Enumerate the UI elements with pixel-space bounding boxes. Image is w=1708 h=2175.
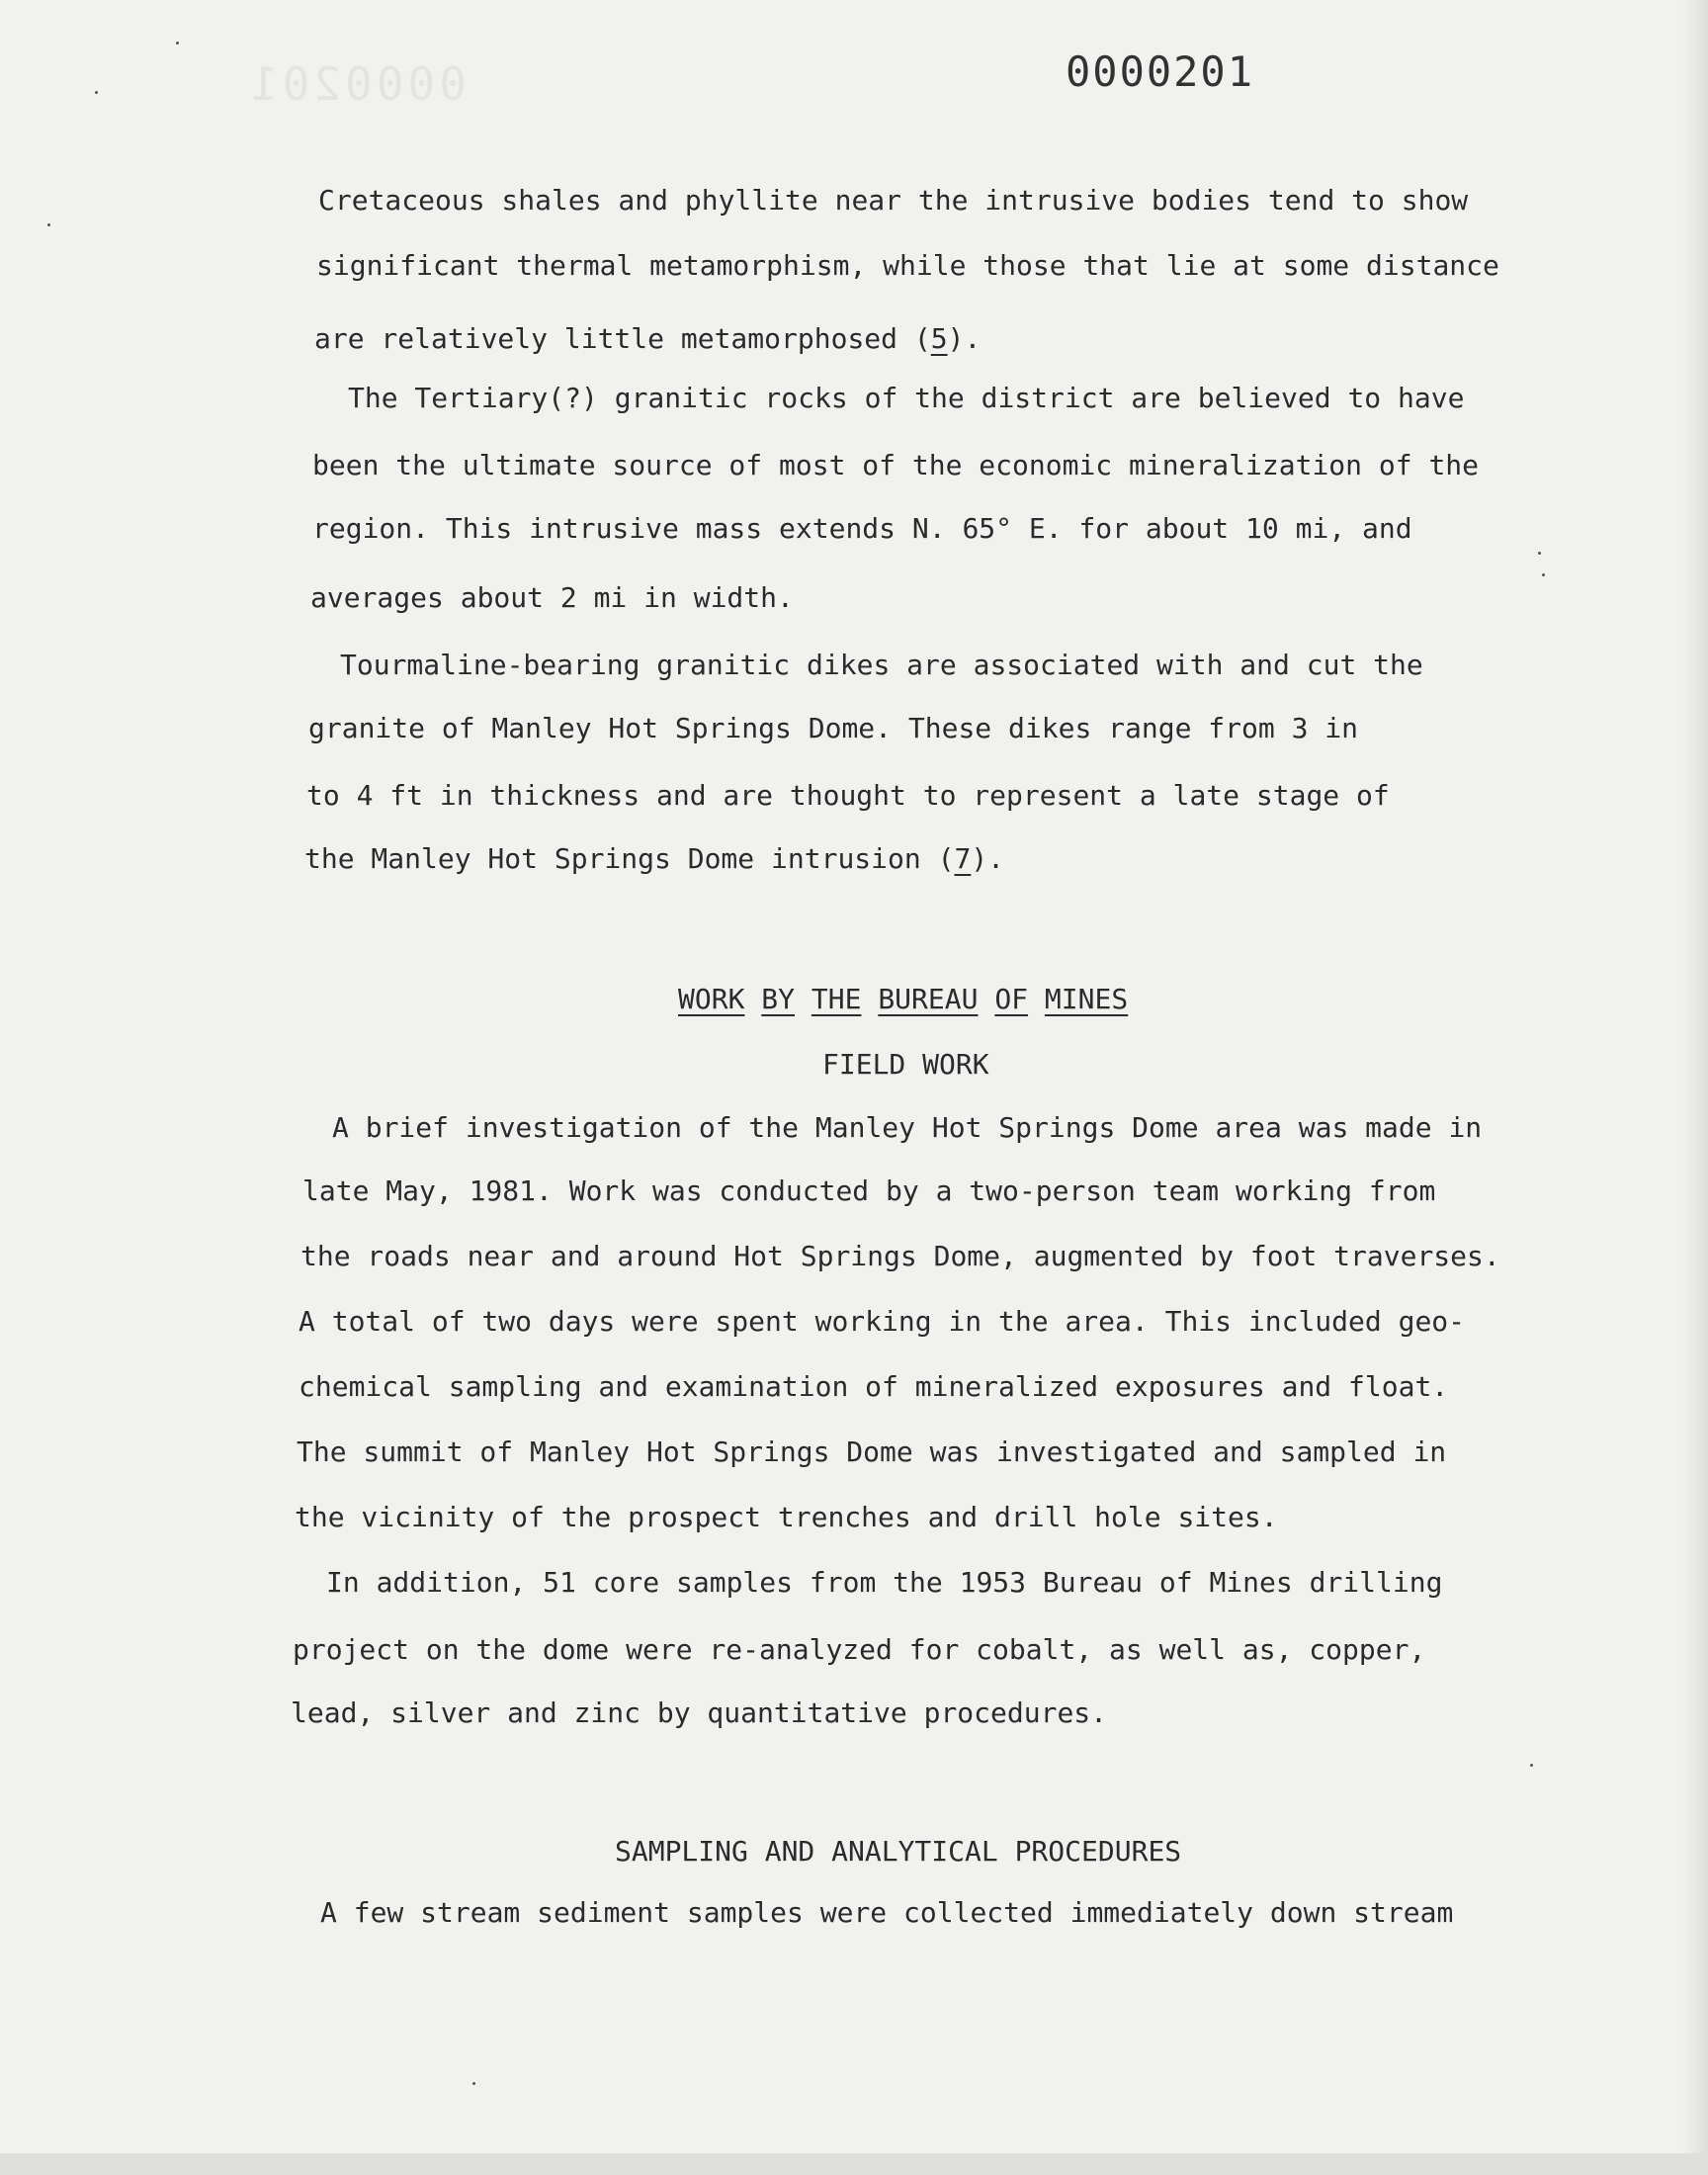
reference-number: 5 (930, 322, 948, 355)
text-line: significant thermal metamorphism, while those that lie at some distance (316, 249, 1499, 282)
scan-speck (472, 2082, 475, 2085)
text-line: The summit of Manley Hot Springs Dome was investigated and sampled in (297, 1436, 1447, 1468)
sampling-heading: SAMPLING AND ANALYTICAL PROCEDURES (615, 1835, 1182, 1868)
heading-word: OF (994, 983, 1029, 1015)
heading-word: WORK (678, 983, 745, 1015)
text-line: Tourmaline-bearing granitic dikes are associated with and cut the (340, 649, 1423, 681)
bleed-through-page-number: 0000201 (247, 57, 467, 111)
text-line: the vicinity of the prospect trenches and drill hole sites. (295, 1501, 1278, 1533)
scan-edge-bottom (0, 2153, 1708, 2175)
scan-edge-right (1682, 0, 1708, 2175)
scan-speck (1530, 1764, 1533, 1767)
text-line: chemical sampling and examination of mineralized exposures and float. (299, 1370, 1449, 1403)
text-line: In addition, 51 core samples from the 1953 Bureau of Mines drilling (326, 1566, 1443, 1599)
text-line: project on the dome were re-analyzed for cobalt, as well as, copper, (293, 1633, 1426, 1666)
ref-open: ( (913, 322, 931, 355)
scan-speck (1542, 573, 1545, 576)
scan-speck (1538, 552, 1541, 555)
text-line: late May, 1981. Work was conducted by a two-person team working from (302, 1174, 1436, 1207)
scan-speck (176, 42, 179, 44)
text-line: The Tertiary(?) granitic rocks of the district are believed to have (348, 382, 1465, 414)
text-line-content: are relatively little metamorphosed (314, 322, 914, 355)
text-line: A brief investigation of the Manley Hot Springs Dome area was made in (332, 1111, 1483, 1144)
heading-word: MINES (1044, 983, 1129, 1015)
text-line-content: the Manley Hot Springs Dome intrusion (304, 842, 938, 875)
page-number: 0000201 (1066, 47, 1255, 96)
reference-number: 7 (954, 842, 972, 875)
text-line: Cretaceous shales and phyllite near the intrusive bodies tend to show (318, 184, 1469, 217)
text-line: averages about 2 mi in width. (310, 581, 794, 614)
text-line: A total of two days were spent working in the area. This included geo- (299, 1305, 1466, 1338)
text-line: the roads near and around Hot Springs Dome, augmented by foot traverses. (300, 1240, 1500, 1272)
ref-open: ( (937, 842, 955, 875)
section-heading (678, 983, 1128, 1016)
text-line: A few stream sediment samples were collected immediately down stream (320, 1896, 1454, 1929)
heading-word: BY (761, 983, 796, 1015)
scan-speck (47, 223, 50, 226)
text-line: granite of Manley Hot Springs Dome. These dikes range from 3 in (308, 712, 1359, 744)
heading-word: THE (811, 983, 862, 1015)
text-line: to 4 ft in thickness and are thought to represent a late stage of (306, 779, 1390, 812)
subheading: FIELD WORK (822, 1048, 989, 1081)
ref-close: ). (947, 322, 982, 355)
ref-close: ). (971, 842, 1005, 875)
text-line (304, 842, 1004, 876)
text-line: region. This intrusive mass extends N. 65° E. for about 10 mi, and (312, 512, 1412, 545)
text-line (314, 322, 981, 356)
heading-word: BUREAU (878, 983, 979, 1015)
text-line: lead, silver and zinc by quantitative procedures. (291, 1696, 1108, 1729)
scan-speck (95, 91, 98, 94)
text-line: been the ultimate source of most of the economic mineralization of the (312, 449, 1480, 481)
